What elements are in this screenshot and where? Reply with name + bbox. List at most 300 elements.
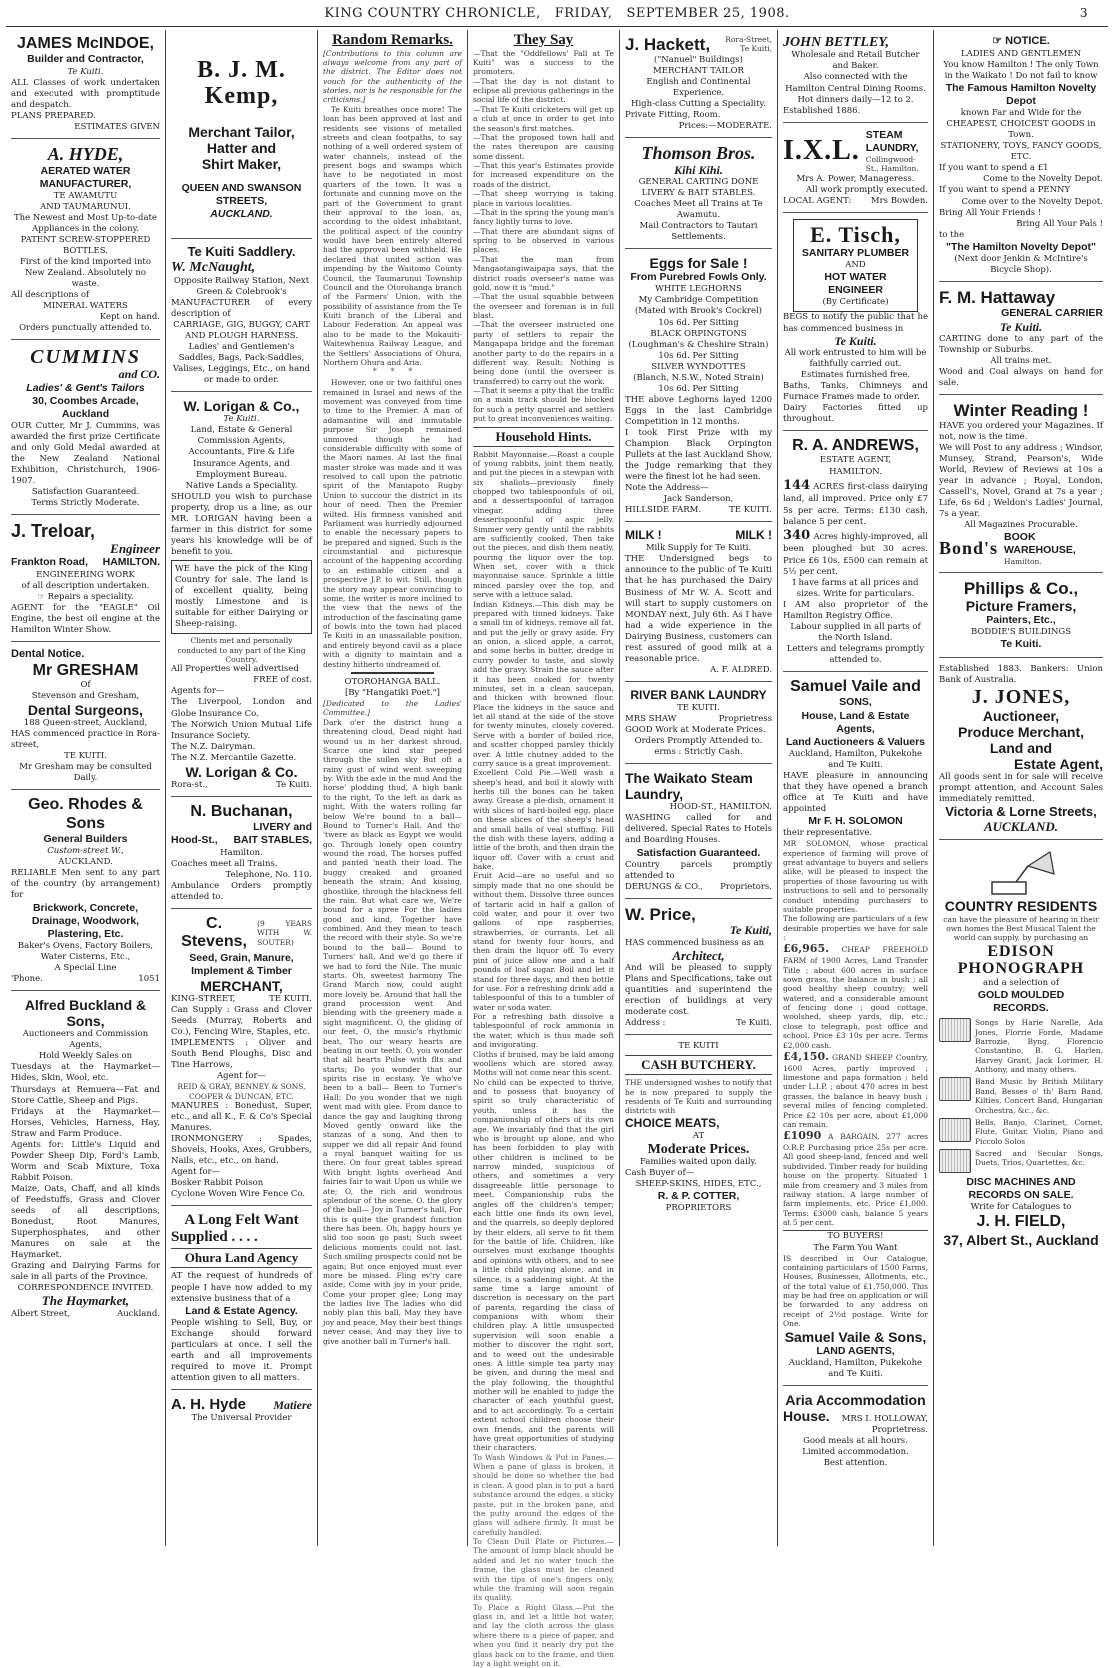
ad-line: HOOD-ST., HAMILTON.: [669, 802, 772, 813]
ad-line: MRS I. HOLLOWAY,: [841, 1413, 928, 1424]
ad-address: [625, 505, 772, 516]
ad-line: House.: [783, 1407, 830, 1424]
ad-header: [625, 35, 772, 55]
ad-body: RELIABLE Men sent to any part of the country (by arrangement) for: [11, 868, 160, 901]
ad-footer-text: [1004, 531, 1103, 567]
ad-subtitle: Architect,: [672, 947, 725, 963]
ad-proprietor: [625, 882, 772, 893]
article-paragraph: Fruit Acid—are so useful and so simply made that no one should be without them. Dissolve three ounces of tartaric acid in half a gallon of cold water, and pour it over two gallons of ripe raspberries, strawberries, or currants. Let all stand for twenty four hours, and then drain the liquor off. To every pint of juice allow one and a half pounds of loaf sugar. Boil and let it stand for three days, and then bottle for use. For a refreshing drink add a tablespoonful of this to a tumbler of water or soda water.: [473, 871, 614, 1012]
ad-hattaway: [939, 285, 1103, 395]
farm-description: ACRES first-class dairying land, all improved. Price only £7 5s per acre. Terms: £130 cash, balance 5 per cent.: [783, 481, 928, 527]
ad-lorigan: [171, 395, 312, 797]
article-paragraph: Indian Kidneys.—This dish may be prepared with tinned kidneys. Take a small tin of kidneys, remove all fat, and put the jelly or gravy aside. Fry an onion, a sliced apple, a carrot, and some herbs in butter, dredge in curry powder to taste, and slowly add the gravy. Strain the sauce after it has been cooked for twenty minutes, set in a clean saucepan, and thicken with browned flour. Place the kidneys in the sauce and let all stand at the side of the stove for twenty minutes, closely covered. Serve with a border of boiled rice, and scatter chopped parsley thickly over. A little chutney added to the curry sauce is a great improvement.: [473, 599, 614, 768]
farm-listing: [783, 528, 928, 578]
ad-title: A. HYDE,: [47, 143, 124, 164]
ad-jones: [939, 661, 1103, 841]
ad-line: Satisfaction Guaranteed.: [636, 846, 761, 859]
ad-line: Te Kuiti.: [276, 779, 312, 790]
column-4: [468, 30, 620, 1668]
ad-andrews: [783, 434, 928, 672]
record-text: Sacred and Secular Songs, Duets, Trios, Quartettes, &c.: [975, 1149, 1103, 1168]
column-5: [620, 30, 778, 1546]
ad-line: their representative.: [783, 828, 873, 839]
ad-edison: [939, 843, 1103, 1252]
ad-line: Labour supplied in all parts of the North Island.: [790, 621, 921, 643]
they-say-list: [473, 49, 614, 424]
ad-title: MILK !: [625, 528, 662, 543]
ad-body: The Newest and Most Up-to-date Appliances in the colony.: [14, 212, 157, 234]
article-paragraph: Excellent Cold Pie.—Well wash a sheep's head, and boil it slowly with herbs till the bones can be taken away. Grease a pie-dish, ornament it with slices of hard-boiled egg, place on these slices of the sheep's head and small balls of veal stuffing. Fill the dish with these layers, adding a little of the broth, and then drain the liquor off. Cover with a crust and bake.: [473, 768, 614, 871]
ad-line: TE KUITI.: [269, 993, 312, 1004]
ad-line: AND TAUMARUNUI.: [40, 201, 131, 212]
ad-subtitle: STEAM LAUNDRY,: [865, 128, 919, 154]
ad-title: B. J. M. Kemp,: [197, 57, 286, 110]
ad-line: Mrs Bowden.: [870, 195, 928, 206]
ad-title: W. Lorigan & Co.: [185, 763, 298, 780]
ad-title: MILK !: [735, 528, 772, 543]
ad-line: REID & GRAY, BENNEY & SONS, COOPER & DUNCAN, ETC.: [177, 1082, 306, 1101]
masthead-date: SEPTEMBER 25, 1908.: [626, 5, 790, 21]
ad-butchery: [625, 1038, 772, 1219]
record-icon: [939, 1118, 971, 1142]
ad-title: Geo. Rhodes & Sons: [28, 796, 143, 832]
ad-line: Cash Buyer of—: [625, 1168, 695, 1179]
ad-line: Families waited upon daily.: [640, 1157, 757, 1168]
ad-line: Of: [80, 679, 91, 690]
ad-line: The Universal Provider: [191, 1413, 292, 1424]
ad-line: The Haymarket,: [41, 1293, 130, 1309]
list-item: —That the man from Mangaotangiwaipapa says, that the district roads overseer's name was gold, now it is "mud.": [473, 254, 614, 292]
ad-title: J. Hackett,: [625, 35, 711, 54]
record-item: [939, 1149, 1103, 1173]
ad-body: THE Undersigned begs to announce to the public of Te Kuiti that he has purchased the Dairy Business of Mr W. A. Scott and will start to supply customers on MONDAY next, July 6th. As I have had a wide experience in the Dairying Business, customers can rest assured of good milk at a reasonable price.: [625, 554, 772, 664]
ad-title: Samuel Vaile & Sons,: [784, 1328, 927, 1345]
article-paragraph: However, one or two faithful ones remained in Israel and news of the movement was conveyed from time to time to the Premier. A man of adamantine will and immutable purpose Sir Joseph remained unmoved though he had considerable difficulty with some of the Maori names. At last the final master stroke was made and it was resolved to call upon the patriotic spirit of the Maniapoto Rugby Union to succour the district in its hour of need. Then the Premier wilted. His firmness vanished and Parliament was hurriedly adjourned to enable the necessary papers to be prepared and signed. Such is the circumstantial and picturesque account of the happening according to an estimable citizen and a prospective J.P. to wit. Still, though the story may appear convincing to some, the writer is more inclined to the view that the news of the introduction of the fascinating game of bowls into the town had placed Te Kuiti in an unassailable position, and entirely beyond cavil as a place with a dignity to maintain and a destiny hitherto undreamed of.: [323, 378, 462, 669]
ad-line: Merchant Tailor,: [188, 123, 295, 140]
ad-line: Private Fitting, Room.: [625, 109, 721, 120]
ad-line: PLANS PREPARED.: [11, 110, 96, 121]
ad-phillips: [939, 576, 1103, 658]
ad-title: [939, 35, 1103, 49]
ad-line: DISC MACHINES AND RECORDS ON SALE.: [966, 1176, 1076, 1202]
ad-est: Established 1883.: [939, 663, 1022, 674]
ad-box: [793, 219, 918, 313]
ad-title: Winter Reading !: [953, 401, 1089, 421]
ad-buchanan: [171, 800, 312, 909]
ad-subtitle: Ladies' & Gent's Tailors: [26, 381, 145, 394]
ad-line: AT: [692, 1130, 705, 1141]
ad-line: Best attention.: [823, 1458, 888, 1469]
property-listing: [783, 1129, 928, 1227]
ad-body: I took First Prize with my Champion Black Orpington Pullets at the last Auckland Show, the Judge remarking that they were the finest lot he had seen.: [625, 427, 772, 483]
ad-line: Tuesdays at the Haymarket—Hides, Skin, Wool, etc.: [11, 1062, 160, 1084]
ad-title: I.X.L.: [783, 134, 860, 166]
property-listing: [783, 1050, 928, 1129]
list-item: —That Te Kuiti cricketers will get up a club at once in order to get into the season's first matches.: [473, 104, 614, 133]
ad-line: MERCHANT,: [200, 977, 283, 994]
ad-line: Coaches Meet all Trains at Te Awamutu.: [634, 198, 763, 220]
ad-line: J. H. FIELD,: [976, 1213, 1066, 1231]
article-paragraph: No child can be expected to thrive, and to possess that buoyancy of spirit so truly characteristic of youth, unless it has the companionship of others of its own age. We invariably find that the girl who is brought up alone, and who has been forbidden to play with other children is inclined to be narrow minded, suspicious of others, and sometimes a very disagreeable little personage to meet. Companionship rubs the angles off the children's temper; each little one finds its own level, and the quarrels, so deeply deplored by their elders, all serve to fit them for the battle of life. Children, like ourselves must exchange thoughts and opinions with others, and to see a little child playing alone, and in silence, is a saddening sight. At the same time a large amount of discretion is necessary on the part of parents, regarding the class of companions with whom their children play. A little unsuspected supervision will soon enable a mother to discover the right sort, and to weed out the undesirable ones. A little simple tea party may be given, and during the meal and the play following, the thoughtful mother will be enabled to judge the character of each youthful guest, and to act accordingly. To a certain extent school children choose their own friends, and the parents will have great opportunities of studying their characters.: [473, 1077, 614, 1453]
ad-line: Hood-St.,: [171, 834, 218, 847]
ad-header: [783, 1408, 928, 1425]
ad-line: Can Supply : Grass and Clover Seeds (Murray, Roberts and Co.), Fencing Wire, Staples, etc.: [171, 1004, 312, 1038]
ad-title: E. Tisch,: [810, 221, 901, 247]
record-item: [939, 1018, 1103, 1074]
ad-bettley: [783, 32, 928, 123]
ad-line: Satisfaction Guaranteed.: [31, 487, 140, 498]
ad-body: BEGS to notify the public that he has commenced business in: [783, 312, 928, 334]
ad-body: IS described in Our Catalogue, containing particulars of 1500 Farms, Houses, Businesses, Allotments, etc., of the total value of £1,750,000. This may be had free on application or will be forwarded to any address on receipt of 2½d postage. Write for One.: [783, 1253, 928, 1329]
ad-line: GENERAL CARTING DONE: [638, 176, 759, 187]
ad-line: High-class Cutting a Speciality.: [631, 98, 766, 109]
ad-line: Opposite Railway Station, Next Green & Colebrook's: [173, 275, 310, 297]
ad-line: Mr Gresham may be consulted Daily.: [19, 762, 152, 784]
ad-line: Hamilton.: [1004, 557, 1042, 567]
ad-line: Shirt Maker,: [201, 155, 282, 172]
ad-line: erms : Strictly Cash.: [654, 747, 743, 758]
ad-title: Samuel Vaile and: [790, 678, 921, 695]
ad-line: Telephone, No. 110.: [225, 869, 312, 880]
ad-line: Write for Catalogues to: [970, 1202, 1072, 1213]
ad-line: AUCKLAND.: [983, 819, 1059, 835]
ad-line: SONS,: [839, 696, 872, 709]
ad-line: CARTING done to any part of the Township or Suburbs.: [939, 333, 1103, 355]
ad-line: Land & Estate Agency.: [185, 1304, 298, 1317]
ad-subtitle: Engineer: [110, 541, 160, 557]
ad-line: Note the Address—: [625, 483, 709, 494]
ad-line: I AM also proprietor of the Hamilton Registry Office.: [783, 599, 928, 621]
list-item: —That this year's Estimates provide for increased expenditure on the roads of the district.: [473, 161, 614, 189]
ad-line: and a selection of: [982, 977, 1060, 988]
ad-line: Bond's: [939, 537, 999, 558]
ad-line: LIVERY and: [253, 821, 312, 834]
ad-line: 37, Albert St., Auckland: [943, 1231, 1099, 1248]
ad-line: Country parcels promptly attended to: [625, 859, 772, 881]
ad-subtitle: ESTATE AGENT,: [819, 455, 892, 466]
ad-stevens: [171, 912, 312, 1207]
ad-line: PHONOGRAPH: [957, 960, 1085, 978]
article-paragraph: To Place a Right Glass.—Put the glass in, and let a little hot water, and lay the cloth across the glass where there is a piece of paper, and when you find it nearly dry put the glass back on to the frame, and then lay a light weight on it.: [473, 1602, 614, 1668]
ad-line: HOT WATER ENGINEER: [824, 271, 887, 297]
ad-line: (Next door Jenkin & McIntire's Bicycle Shop).: [954, 253, 1088, 275]
ad-line: Hamilton.: [220, 847, 263, 858]
ad-header: [171, 1396, 312, 1413]
ad-line: All work promptly executed.: [805, 184, 928, 195]
ad-line: Mrs A. Power, Manageress.: [796, 173, 915, 184]
ad-line: Bring All Your Friends !: [939, 207, 1042, 218]
ad-body: ALL Classes of work undertaken and executed with promptitude and despatch.: [11, 77, 160, 110]
ad-line: BODDIE'S BUILDINGS: [970, 627, 1072, 638]
ad-line: Prices:—MODERATE.: [678, 120, 772, 131]
ad-line: Te Kuiti.: [1000, 638, 1042, 651]
poem-author: [By "Hangatiki Poet."]: [344, 687, 440, 698]
ad-line: Mr F. H. SOLOMON: [808, 815, 903, 828]
ad-line: R. & P. COTTER,: [657, 1190, 740, 1203]
list-item: —That there are abundant signs of spring to be observed in various places.: [473, 226, 614, 255]
article-paragraph: Te Kuiti breathes once more! The loan has been approved at last and residents see visions of metalled streets and clean footpaths, to say nothing of a well ordered system of water channels, instead of the present bogs and swamps which have to be negotiated in most quarters of the town. It was a fortunate and cunning move on the part of the Government to grant their approval to the loan, as, according to the oldest inhabitant, the political aspect of the country would have been entirely altered had the approval been withheld. He declared that united action was impending by the Waitomo County Council, the Taumarunui Township Council and the Otorohanga branch of the Farmers' Union, with the possibility of assistance from the Te Kuiti branch of the Liberal and Labour Federation. An appeal was also to be made to the Mokauiti-Waitewhenua Railway League, and the Settlers' Associations of Ohura, Northern Ohura and Aria.: [323, 104, 462, 367]
ad-line: BOOK WAREHOUSE,: [1004, 531, 1076, 557]
ad-subtitle: Dental Surgeons,: [27, 702, 144, 719]
ad-hyde: [11, 142, 160, 341]
ad-line: My Cambridge Competition (Mated with Brook's Cockrel): [634, 295, 763, 317]
ad-body: OUR Cutter, Mr J. Cummins, was awarded the first prize Certificate and only Gold Medal awarded at the New Zealand National Exhibition, Christchurch, 1906-1907.: [11, 421, 160, 487]
column-1: [6, 30, 166, 1546]
ad-line: [939, 664, 1103, 686]
ad-line: Ambulance Orders promptly attended to.: [171, 880, 312, 902]
ad-line: Supplied . . . .: [171, 1228, 258, 1245]
ad-line: Baker's Ovens, Factory Boilers, Water Cisterns, Etc.,: [17, 940, 154, 962]
ad-title: A Long Felt Want: [184, 1212, 299, 1229]
ad-line: Mail Contractors to Tautari Settlements.: [639, 221, 758, 243]
ad-address: [625, 1018, 772, 1029]
poem-title: OTOROHANGA BALL.: [344, 676, 441, 687]
ad-subtitle: Seed, Grain, Manure, Implement & Timber: [189, 951, 294, 977]
ad-title: JOHN BETTLEY,: [783, 35, 890, 50]
ad-title: Alfred Buckland & Sons,: [24, 997, 147, 1030]
ad-line: RECORDS.: [993, 1002, 1049, 1015]
ad-line: Auckland.: [117, 1308, 160, 1319]
ad-line: You know Hamilton ! The only Town in the Waikato ! Do not fail to know: [943, 59, 1099, 81]
ad-header: [625, 528, 772, 543]
ad-line: BAIT STABLES,: [233, 834, 312, 847]
ad-line: Te Kuiti,: [729, 923, 772, 938]
ad-line: First of the kind imported into New Zealand. Absolutely no waste.: [20, 257, 151, 290]
ad-subtitle: AERATED WATER MANUFACTURER,: [39, 164, 132, 190]
ad-line: The N.Z. Mercantile Gazette.: [171, 752, 297, 763]
property-description: GRAND SHEEP Country, 1600 Acres, partly improved ; limestone and papa formation ; held under L.I.P. ; about 470 acres in best grasses, the balance in heavy bush ; several miles of fencing completed. Price £2 10s per acre, about £1,000 can remain.: [783, 1052, 928, 1129]
ad-body: WE have the pick of the King Country for sale. The land is of excellent quality, being mostly Limestone and is suitable for either Dairying or Sheep-raising.: [171, 560, 312, 634]
newspaper-columns: [6, 30, 1108, 1668]
ad-line: A Special Line: [54, 963, 117, 973]
masthead-paper: KING COUNTRY CHRONICLE,: [324, 5, 541, 21]
ad-line: 10s 6d. Per Sitting: [658, 317, 739, 328]
ad-line: 10s 6d. Per Sitting: [658, 350, 739, 361]
ad-line: ESTIMATES GIVEN: [74, 121, 160, 132]
ad-line: (By Certificate): [822, 297, 889, 308]
ad-line: 1051: [138, 974, 160, 985]
ad-footer: [939, 531, 1103, 567]
ad-milk: [625, 525, 772, 682]
ad-line: ENGINEERING WORK: [36, 569, 135, 580]
ad-title: TE KUITI: [678, 1041, 719, 1052]
ad-line: Auckland, Hamilton, Pukekohe and Te Kuiti.: [788, 1357, 923, 1379]
ad-subtitle: Land Auctioneers & Valuers: [785, 735, 926, 748]
phonograph-icon: [939, 848, 1103, 896]
ad-line: Bring All Your Pals !: [1016, 218, 1103, 229]
ad-line: CHOICE MEATS,: [625, 1115, 720, 1130]
ad-line: TO BUYERS!: [783, 1230, 928, 1242]
farm-acres: 144: [783, 477, 811, 493]
list-item: —That the overseer instructed one party of settlers to repair the Mangapapa bridge and the foreman another party to do the repairs in a different way. Result: Nothing is being done (until the overseer is transferred) to carry out the work.: [473, 320, 614, 386]
ad-line: Painters, Etc.,: [986, 614, 1056, 627]
farm-description: Acres highly-improved, all been ploughed but 30 acres. Price £6 10s. £500 can remain at 5½ per cent.: [783, 531, 928, 577]
ad-line: Terms Strictly Moderate.: [31, 498, 140, 509]
record-text: Band Music by British Military Band, Besses o' th' Barn Band, Kilties, Concert Band, Hungarian Orchestra, &c., &c.: [975, 1077, 1103, 1115]
ad-subtitle: General Builders: [43, 833, 128, 846]
ad-line: Collingwood-St., Hamilton.: [865, 154, 919, 174]
ad-line: Albert Street,: [11, 1308, 70, 1319]
ad-line: 188 Queen-street, Auckland,: [23, 718, 148, 729]
ad-subtitle: House, Land & Estate Agents,: [801, 709, 910, 735]
section-title: Household Hints.: [473, 427, 614, 447]
ad-line: Agents for: Little's Liquid and Powder Sheep Dip, Ford's Lamb, Worm and Scab Mixture, Toxa Rabbit Poison.: [11, 1139, 160, 1183]
masthead: [0, 0, 1114, 26]
ad-tisch: [783, 216, 928, 431]
ad-line: Cyclone Woven Wire Fence Co.: [171, 1189, 306, 1200]
ad-line: Te Kuiti.: [834, 333, 877, 348]
ad-title: J. JONES,: [971, 685, 1071, 708]
record-text: Songs by Harie Narelle, Ada Jones, Florrie Forde, Madame Barrozie, Byng, Florencio Constantino, B. G. Harlen, Harvey Grant, Jack Lorimer, H. Anthony, and many others.: [975, 1018, 1103, 1075]
ad-line: Proprietress: [718, 713, 772, 724]
ad-line: 10s 6d. Per Sitting: [658, 383, 739, 394]
ad-line: If you want to spend a PENNY: [939, 185, 1071, 196]
ad-line: Letters and telegrams promptly attended to.: [786, 643, 925, 665]
ad-line: ("Nanuel" Buildings): [654, 54, 743, 65]
list-item: —That sheep worrying is taking place in various localities.: [473, 189, 614, 208]
ad-line: and CO.: [118, 367, 160, 382]
record-icon: [939, 1018, 971, 1042]
ad-line: MINERAL WATERS: [43, 301, 128, 312]
ad-line: Address :: [625, 1018, 666, 1029]
ad-line: All Magazines Procurable.: [964, 519, 1078, 530]
ad-title: The Waikato Steam Laundry,: [625, 770, 753, 803]
ad-body: AT the request of hundreds of people I have now added to my extensive business that of a: [171, 1271, 312, 1304]
ad-line: GOOD Work at Moderate Prices.: [625, 725, 766, 735]
ad-header-text: [866, 129, 928, 174]
column-2: [166, 30, 318, 1546]
ad-line: Thursdays at Remuera—Fat and Store Cattle, Sheep and Pigs.: [11, 1084, 160, 1106]
ad-line: Also connected with the Hamilton Central Dining Rooms.: [785, 72, 926, 94]
ad-line: Victoria & Lorne Streets,: [945, 804, 1097, 820]
ad-line: Ladies' and Gentlemen's Saddles, Bags, Pack-Saddles, Valises, Leggings, Etc., on hand or made to order.: [172, 342, 311, 386]
ad-address: [171, 780, 312, 791]
ad-line: The Farm You Want: [813, 1242, 898, 1253]
ad-line: Wood and Coal always on hand for sale.: [939, 366, 1103, 388]
ad-body: MR SOLOMON, whose practical experience of farming will prove of great advantage to buyers and sellers alike, will be pleased to inspect the properties of those favouring us with instructions to sell and to personally conduct intending purchasers to suitable properties.: [783, 839, 928, 914]
ad-line: SANITARY PLUMBER: [801, 247, 910, 259]
farm-listing: [783, 478, 928, 528]
ad-line: All trains met.: [990, 355, 1052, 366]
ad-line: LAND AGENTS,: [816, 1344, 895, 1357]
article-paragraph: Rabbit Mayonnaise.—Roast a couple of young rabbits, joint them neatly, and put the pieces in a stewpan with six shallots—previously finely chopped two tablespoonfuls of oil, and a dessertspoonful of tarragon vinegar, adding three dessertspoonful of aspic jelly. Simmer very gently until the rabbits are sufficiently cooked. Then take out the pieces, and dish them neatly, pouring the liquor over the top. When set, cover with a thick mayonnaise sauce. Sprinkle a little minced parsley over the top, and serve with a lettuce salad.: [473, 449, 614, 600]
ad-line: Frankton Road,: [11, 556, 89, 569]
ad-body: can have the pleasure of hearing in their own homes the Best Musical Talent the world can supply, by purchasing an: [943, 914, 1099, 943]
ad-line: 'Phone.: [11, 974, 43, 985]
ad-line: Auckland, Hamilton, Pukekohe and Te Kuiti.: [788, 748, 923, 770]
ad-line: PROPRIETORS: [665, 1203, 732, 1214]
ad-body: All goods sent in for sale will receive prompt attention, and Account Sales immediately remitted.: [939, 772, 1103, 805]
record-item: [939, 1077, 1103, 1115]
ad-subtitle: Milk Supply for Te Kuiti.: [645, 543, 752, 554]
ad-line: Agent for—: [216, 1071, 267, 1082]
ad-address: [11, 556, 160, 569]
list-item: —That the usual squabble between the overseer and foreman is in full blast.: [473, 292, 614, 320]
ad-body: The following are particulars of a few desirable properties we have for sale :: [783, 914, 928, 943]
masthead-day: FRIDAY,: [554, 5, 613, 21]
ad-hackett: [625, 32, 772, 138]
pointing-hand-icon: ☞: [992, 35, 1006, 47]
ad-line: Come to the Novelty Depot.: [983, 174, 1103, 185]
section-title: They Say: [513, 32, 574, 48]
ad-line: Rora-Street, Te Kuiti,: [725, 35, 772, 54]
ad-subtitle: MERCHANT TAILOR: [653, 65, 744, 76]
ad-thomson: [625, 141, 772, 249]
ad-line: Wholesale and Retail Butcher and Baker.: [791, 50, 920, 72]
ad-vaile: [783, 675, 928, 1386]
column-7: [934, 30, 1108, 1546]
ad-line: LIVERY & BAIT STABLES.: [641, 187, 756, 198]
ad-line: BLACK ORPINGTONS: [650, 328, 747, 339]
pointing-hand-icon: ☞: [37, 591, 48, 602]
ad-line: Hatter and: [206, 139, 277, 156]
ad-novelty-depot: [939, 32, 1103, 282]
ad-body: THE undersigned wishes to notify that he is now prepared to supply the residents of Te Kuiti and surrounding districts with: [625, 1078, 772, 1116]
ad-line: Estate Agent,: [1014, 755, 1103, 772]
ad-line: All work entrusted to him will be faithfully carried out.: [784, 347, 927, 369]
ad-title: C. Stevens,: [181, 914, 247, 951]
ad-buckland: [11, 994, 160, 1325]
ad-line: Orders Promptly Attended to.: [634, 736, 763, 747]
ad-line: Agent for—: [171, 1167, 221, 1178]
ad-line: Orders punctually attended to.: [19, 323, 152, 334]
property-listing: [783, 942, 928, 1050]
ad-line: Fridays at the Haymarket—Horses, Vehicles, Harness, Hay, Straw and Farm Produce.: [11, 1106, 160, 1139]
ad-agent: [783, 196, 928, 207]
ad-title: Mr GRESHAM: [32, 661, 139, 679]
ad-line: SILVER WYNDOTTES: [651, 361, 746, 372]
page-number: 3: [1079, 6, 1088, 20]
property-description: CHEAP FREEHOLD FARM of 1900 Acres, Land Transfer Title ; about 600 acres in surface sown grass, the balance in bush ; all good healthy sheep country; well watered, and a considerable amount of fencing done ; good cottage, woolshed, sheep yards, dip, etc.; close to telegraph, post office and school. Price £3 10s per acre. Terms £2,000 cash.: [783, 945, 928, 1050]
ad-line: Produce Merchant,: [957, 723, 1085, 740]
ad-line: of all description undertaken.: [21, 580, 150, 591]
ad-line: PATENT SCREW-STOPPERED BOTTLES.: [20, 235, 151, 257]
ad-title: Aria Accommodation: [785, 1391, 926, 1408]
separator-stars: * * *: [372, 367, 413, 378]
ad-body: We will Post to any address ; Windsor, Munsey, Strand, Pearson's, Wide World, Review of Reviews at 10s a year in advance ; Royal, London, Cassell's, Novel, Grand at 7s a year ; Life, 6s 6d ; Weldon's Ladies' Journal, 7s a year.: [939, 442, 1103, 519]
ad-subtitle: From Purebred Fowls Only.: [630, 271, 767, 284]
ad-line: 30, Coombes Arcade, Auckland: [32, 394, 139, 420]
ad-river-bank-laundry: [625, 685, 772, 764]
ad-felt: [171, 1209, 312, 1390]
ad-line: Good meals at all hours.: [803, 1436, 908, 1447]
ad-address: [171, 994, 312, 1005]
ad-line: The Norwich Union Mutual Life Insurance Society.: [171, 719, 312, 741]
ad-line: Kept on hand.: [99, 312, 160, 323]
ad-line: IRONMONGERY : Spades, Shovels, Hooks, Axes, Grubbers, Nails, etc., etc., on hand.: [171, 1134, 312, 1167]
ad-line: IMPLEMENTS : Oliver and South Bend Ploughs, Disc and Tine Harrows,: [171, 1038, 312, 1071]
record-item: [939, 1118, 1103, 1146]
ad-waikato-laundry: [625, 767, 772, 899]
ad-body: And will be pleased to supply Plans and Specifications, take out quantities and superintend the erection of buildings at very moderate cost.: [625, 962, 772, 1018]
ad-place: Te Kuiti.: [67, 66, 104, 77]
ad-proprietor: [625, 714, 772, 725]
list-item: —That the day is not distant to eclipse all previous gatherings in the social life of the district.: [473, 76, 614, 105]
ad-repairs: Repairs a speciality.: [47, 591, 134, 602]
ad-body: SHOULD you wish to purchase property, drop us a line, as our MR. LORIGAN having been a farmer in this district for some years his knowledge will be of benefit to you.: [171, 491, 312, 557]
ad-line: (Blanch, N.S.W., Noted Strain): [633, 372, 764, 383]
ad-line: The N.Z. Dairyman.: [171, 741, 256, 752]
ad-line: AUCKLAND.: [210, 208, 273, 221]
ad-body: HAVE you ordered your Magazines. If not, now is the time.: [939, 420, 1103, 442]
ad-title: Te Kuiti Saddlery.: [187, 244, 296, 260]
ad-line: Agents for—: [171, 686, 225, 697]
ad-title: RIVER BANK LAUNDRY: [630, 687, 767, 702]
ad-ixl: [783, 126, 928, 213]
divider: [351, 672, 434, 674]
ad-line: (Loughman's & Cheshire Strain): [628, 339, 769, 350]
masthead-rule: [6, 26, 1108, 27]
